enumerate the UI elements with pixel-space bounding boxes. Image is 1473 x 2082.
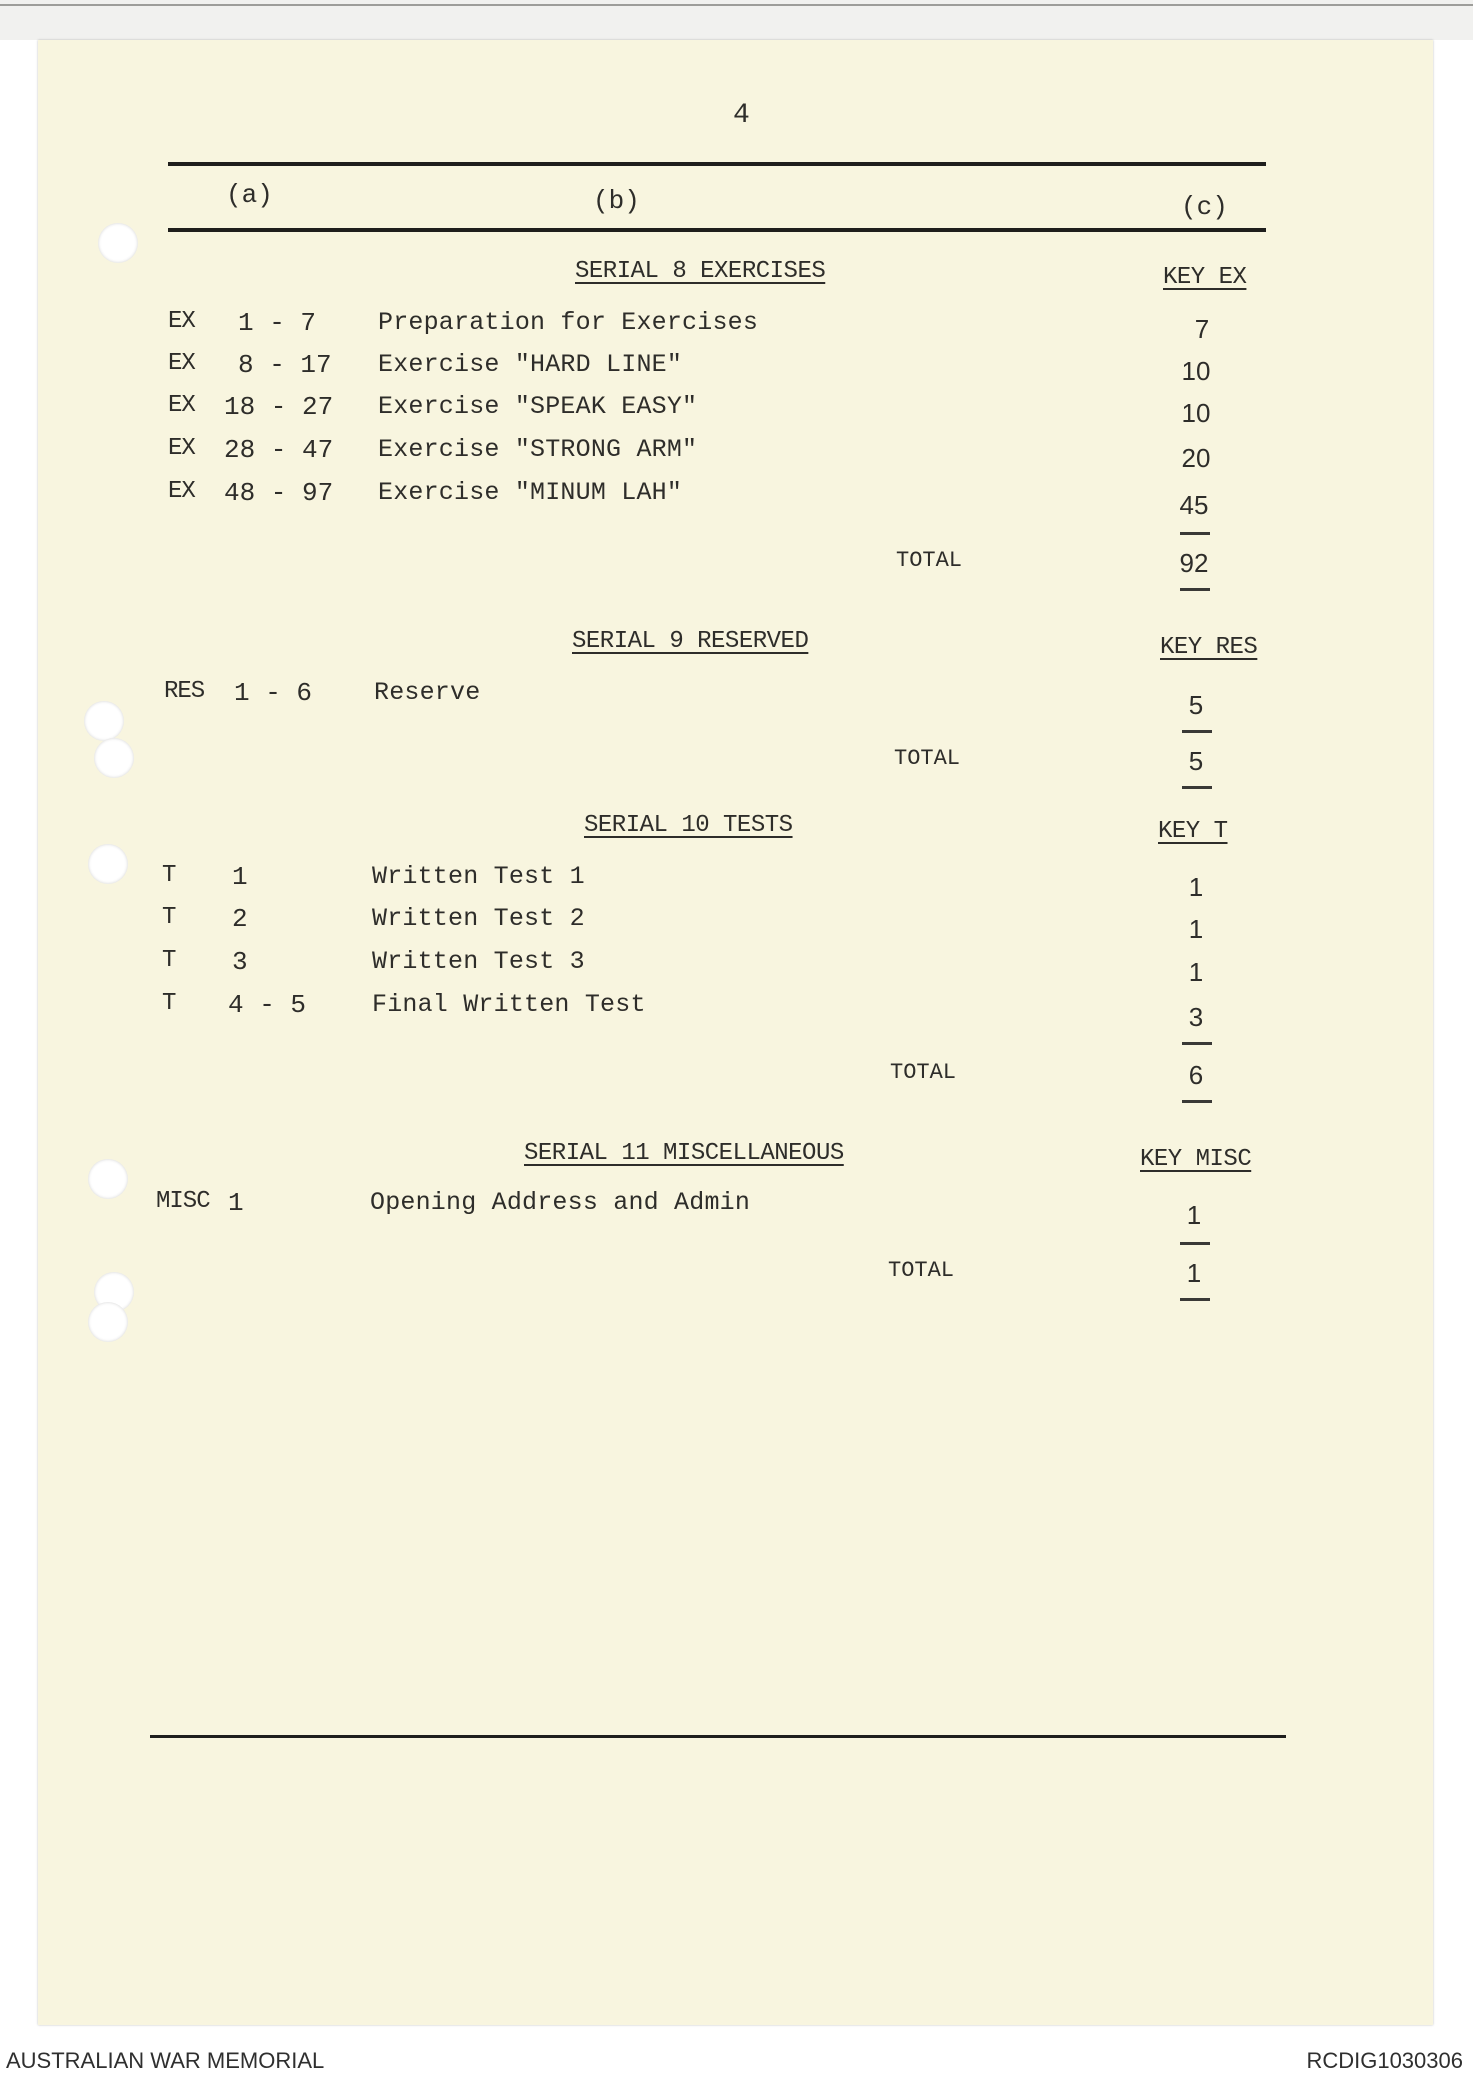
page-number: 4 xyxy=(733,100,750,131)
scan-top-strip xyxy=(0,0,1473,40)
row-code: T xyxy=(162,904,176,931)
row-description: Written Test 2 xyxy=(372,904,585,933)
bottom-rule xyxy=(150,1735,1286,1738)
total-value: 1 xyxy=(1186,1258,1202,1288)
row-range: 1 - 6 xyxy=(234,678,313,708)
key-header-misc: KEY MISC xyxy=(1140,1146,1252,1173)
total-value: 92 xyxy=(1179,548,1209,578)
total-label: TOTAL xyxy=(894,746,961,771)
scan-edge xyxy=(0,4,1473,6)
header-bottom-rule xyxy=(168,228,1266,232)
key-header-res: KEY RES xyxy=(1160,634,1258,661)
footer-left: AUSTRALIAN WAR MEMORIAL xyxy=(6,2048,325,2073)
footer-right: RCDIG1030306 xyxy=(1306,2048,1463,2073)
total-underline xyxy=(1182,786,1212,789)
row-value: 3 xyxy=(1188,1002,1204,1032)
total-value: 6 xyxy=(1188,1060,1204,1090)
row-code: EX xyxy=(168,392,195,419)
row-code: T xyxy=(162,947,176,974)
row-range: 28 - 47 xyxy=(224,435,334,465)
row-code: EX xyxy=(168,435,195,462)
section-title-serial-9: SERIAL 9 RESERVED xyxy=(572,628,809,655)
row-value: 5 xyxy=(1188,690,1204,720)
row-description: Written Test 3 xyxy=(372,947,585,976)
punch-hole xyxy=(88,1159,128,1199)
row-value: 45 xyxy=(1179,490,1209,520)
row-code: T xyxy=(162,990,176,1017)
row-value: 10 xyxy=(1181,356,1211,386)
row-description: Exercise "MINUM LAH" xyxy=(378,478,683,507)
row-code: T xyxy=(162,862,176,889)
row-value: 1 xyxy=(1188,914,1204,944)
sum-underline xyxy=(1180,532,1210,535)
total-underline xyxy=(1182,1100,1212,1103)
row-description: Exercise "STRONG ARM" xyxy=(378,435,698,464)
row-description: Exercise "SPEAK EASY" xyxy=(378,392,698,421)
row-range: 1 xyxy=(232,862,248,892)
row-value: 10 xyxy=(1181,398,1211,428)
sum-underline xyxy=(1180,1242,1210,1245)
header-top-rule xyxy=(168,162,1266,166)
row-range: 48 - 97 xyxy=(224,478,334,508)
column-b-header: (b) xyxy=(593,186,640,216)
row-description: Exercise "HARD LINE" xyxy=(378,350,683,379)
row-code: RES xyxy=(164,678,205,705)
row-value: 1 xyxy=(1188,957,1204,987)
row-description: Written Test 1 xyxy=(372,862,585,891)
punch-hole xyxy=(84,701,124,741)
total-underline xyxy=(1180,588,1210,591)
row-range: 4 - 5 xyxy=(228,990,307,1020)
total-value: 5 xyxy=(1188,746,1204,776)
punch-hole xyxy=(94,738,134,778)
section-title-serial-11: SERIAL 11 MISCELLANEOUS xyxy=(524,1140,844,1167)
row-value: 1 xyxy=(1188,872,1204,902)
row-value: 1 xyxy=(1186,1200,1202,1230)
total-label: TOTAL xyxy=(888,1258,955,1283)
document-page xyxy=(38,40,1433,2025)
column-c-header: (c) xyxy=(1181,192,1228,222)
row-range: 2 xyxy=(232,904,248,934)
section-title-serial-8: SERIAL 8 EXERCISES xyxy=(575,258,826,285)
row-range: 1 - 7 xyxy=(238,308,317,338)
row-range: 3 xyxy=(232,947,248,977)
punch-hole xyxy=(88,1302,128,1342)
row-range: 18 - 27 xyxy=(224,392,334,422)
row-code: EX xyxy=(168,308,195,335)
key-header-ex: KEY EX xyxy=(1163,264,1247,291)
row-code: EX xyxy=(168,478,195,505)
row-description: Final Written Test xyxy=(372,990,646,1019)
column-a-header: (a) xyxy=(226,180,273,210)
total-label: TOTAL xyxy=(890,1060,957,1085)
row-description: Opening Address and Admin xyxy=(370,1188,751,1217)
row-description: Preparation for Exercises xyxy=(378,308,759,337)
row-range: 8 - 17 xyxy=(238,350,332,380)
total-label: TOTAL xyxy=(896,548,963,573)
row-code: MISC xyxy=(156,1188,210,1215)
punch-hole xyxy=(98,223,138,263)
section-title-serial-10: SERIAL 10 TESTS xyxy=(584,812,793,839)
row-code: EX xyxy=(168,350,195,377)
key-header-t: KEY T xyxy=(1158,818,1228,845)
punch-hole xyxy=(88,844,128,884)
sum-underline xyxy=(1182,730,1212,733)
row-description: Reserve xyxy=(374,678,481,707)
sum-underline xyxy=(1182,1042,1212,1045)
row-value: 20 xyxy=(1181,443,1211,473)
total-underline xyxy=(1180,1298,1210,1301)
row-value: 7 xyxy=(1194,314,1210,344)
row-range: 1 xyxy=(228,1188,244,1218)
